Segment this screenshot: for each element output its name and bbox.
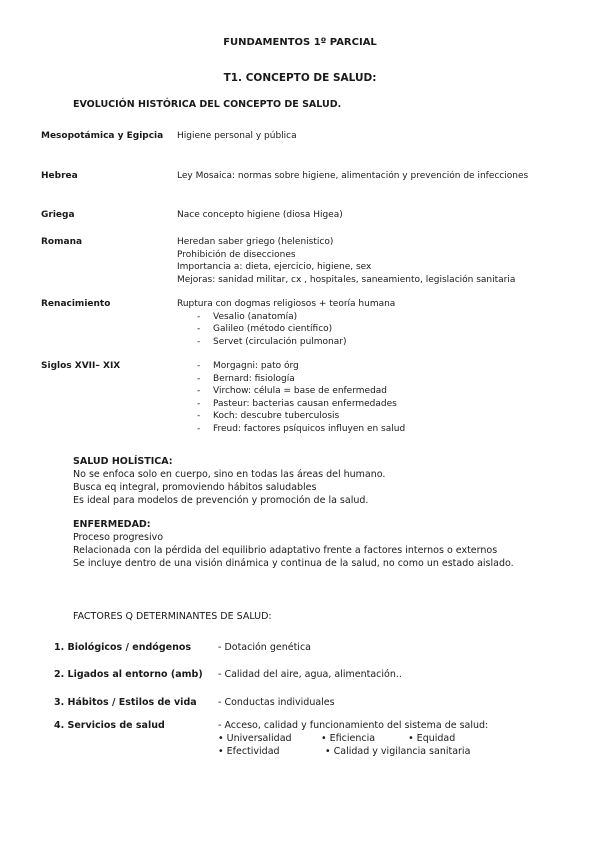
row-label: Siglos XVII– XIX	[41, 361, 121, 371]
row-label: Romana	[41, 237, 83, 247]
list-item: • Eficiencia	[321, 733, 376, 744]
enfermedad-heading: ENFERMEDAD:	[73, 519, 151, 530]
list-item: - Bernard: fisiología	[177, 373, 577, 386]
list-item: • Equidad	[408, 733, 456, 744]
document-page: FUNDAMENTOS 1º PARCIAL T1. CONCEPTO DE SALUD: EVOLUCIÓN HISTÓRICA DEL CONCEPTO DE SALUD. Mesopotámica y Egipcia Higiene personal y pública Hebrea Ley Mosaica: normas sobre higiene, alimentación y prevención de infecciones Griega Nace concepto higiene (diosa Higea) Romana Heredan saber griego (helenistico) Prohibición de disecciones Importancia a: dieta, ejercicio, higiene, sex Mejoras: sanidad militar, cx , hospitales, saneamiento, legislación sanitaria Renacimiento Ruptura con dogmas religiosos + teoría humana - Vesalio (anatomía) - Galileo (método científico) - Servet (circulación pulmonar) Siglos XVII– XIX - Morgagni: pato órg - Bernard: fisiología - Virchow: célula = base de enfermedad - Pasteur: bacterias causan enfermedades - Koch: descubre tuberculosis - Freud: factores psíquicos influyen en salud SALUD HOLÍSTICA: No se enfoca solo en cuerpo, sino en todas las áreas del humano. Busca eq integral, promoviendo hábitos saludables Es ideal para modelos de prevención y promoción de la salud. ENFERMEDAD: Proceso progresivo Relacionada con la pérdida del equilibrio adaptativo frente a factores internos o externos Se incluye dentro de una visión dinámica y continua de la salud, no como un estado aislado. FACTORES Q DETERMINANTES DE SALUD: 1. Biológicos / endógenos - Dotación genética 2. Ligados al entorno (amb) - Calidad del aire, agua, alimentación.. 3. Hábitos / Estilos de vida - Conductas individuales 4. Servicios de salud - Acceso, calidad y funcionamiento del sistema de salud: • Universalidad • Eficiencia • Equidad • Efectividad • Calidad y vigilancia sanitaria	[0, 0, 600, 848]
list-item: • Calidad y vigilancia sanitaria	[325, 746, 471, 757]
row-label: Hebrea	[41, 171, 78, 181]
list-item: • Universalidad	[218, 733, 292, 744]
bullet-row	[218, 745, 548, 758]
list-item: - Morgagni: pato órg	[177, 360, 577, 373]
row-label: Renacimiento	[41, 299, 111, 309]
bullet-row	[218, 732, 548, 745]
document-title: FUNDAMENTOS 1º PARCIAL	[223, 37, 377, 48]
enfermedad-section: ENFERMEDAD: Proceso progresivo Relacionada con la pérdida del equilibrio adaptativo frente a factores internos o externos Se incluye dentro de una visión dinámica y continua de la salud, no como un estado aislado.	[73, 518, 523, 570]
list-item: - Servet (circulación pulmonar)	[177, 336, 577, 349]
row-value: Heredan saber griego (helenistico) Prohibición de disecciones Importancia a: dieta, ejercicio, higiene, sex Mejoras: sanidad militar, cx , hospitales, saneamiento, legislación sanitaria	[177, 237, 516, 285]
list-item: - Pasteur: bacterias causan enfermedades	[177, 398, 577, 411]
row-label: Mesopotámica y Egipcia	[41, 131, 164, 141]
holistica-section: SALUD HOLÍSTICA: No se enfoca solo en cuerpo, sino en todas las áreas del humano. Busca eq integral, promoviendo hábitos saludables Es ideal para modelos de prevención y promoción de la salud.	[73, 455, 523, 507]
list-item: • Efectividad	[218, 746, 280, 757]
row-value	[177, 360, 577, 435]
list-item: - Freud: factores psíquicos influyen en salud	[177, 423, 577, 436]
list-item: - Vesalio (anatomía)	[177, 311, 577, 324]
row-value: Ruptura con dogmas religiosos + teoría humana - Vesalio (anatomía) - Galileo (método científico) - Servet (circulación pulmonar)	[177, 298, 577, 348]
row-label: Griega	[41, 210, 75, 220]
section-title: T1. CONCEPTO DE SALUD:	[223, 72, 377, 84]
row-value: Ley Mosaica: normas sobre higiene, alimentación y prevención de infecciones	[177, 171, 529, 181]
factores-heading: FACTORES Q DETERMINANTES DE SALUD:	[73, 611, 272, 622]
holistica-heading: SALUD HOLÍSTICA:	[73, 456, 173, 467]
evolucion-heading: EVOLUCIÓN HISTÓRICA DEL CONCEPTO DE SALUD.	[73, 99, 342, 110]
list-item: - Galileo (método científico)	[177, 323, 577, 336]
list-item: - Koch: descubre tuberculosis	[177, 410, 577, 423]
list-item: - Virchow: célula = base de enfermedad	[177, 385, 577, 398]
row-value: Nace concepto higiene (diosa Higea)	[177, 210, 343, 220]
row-value: Higiene personal y pública	[177, 131, 297, 141]
